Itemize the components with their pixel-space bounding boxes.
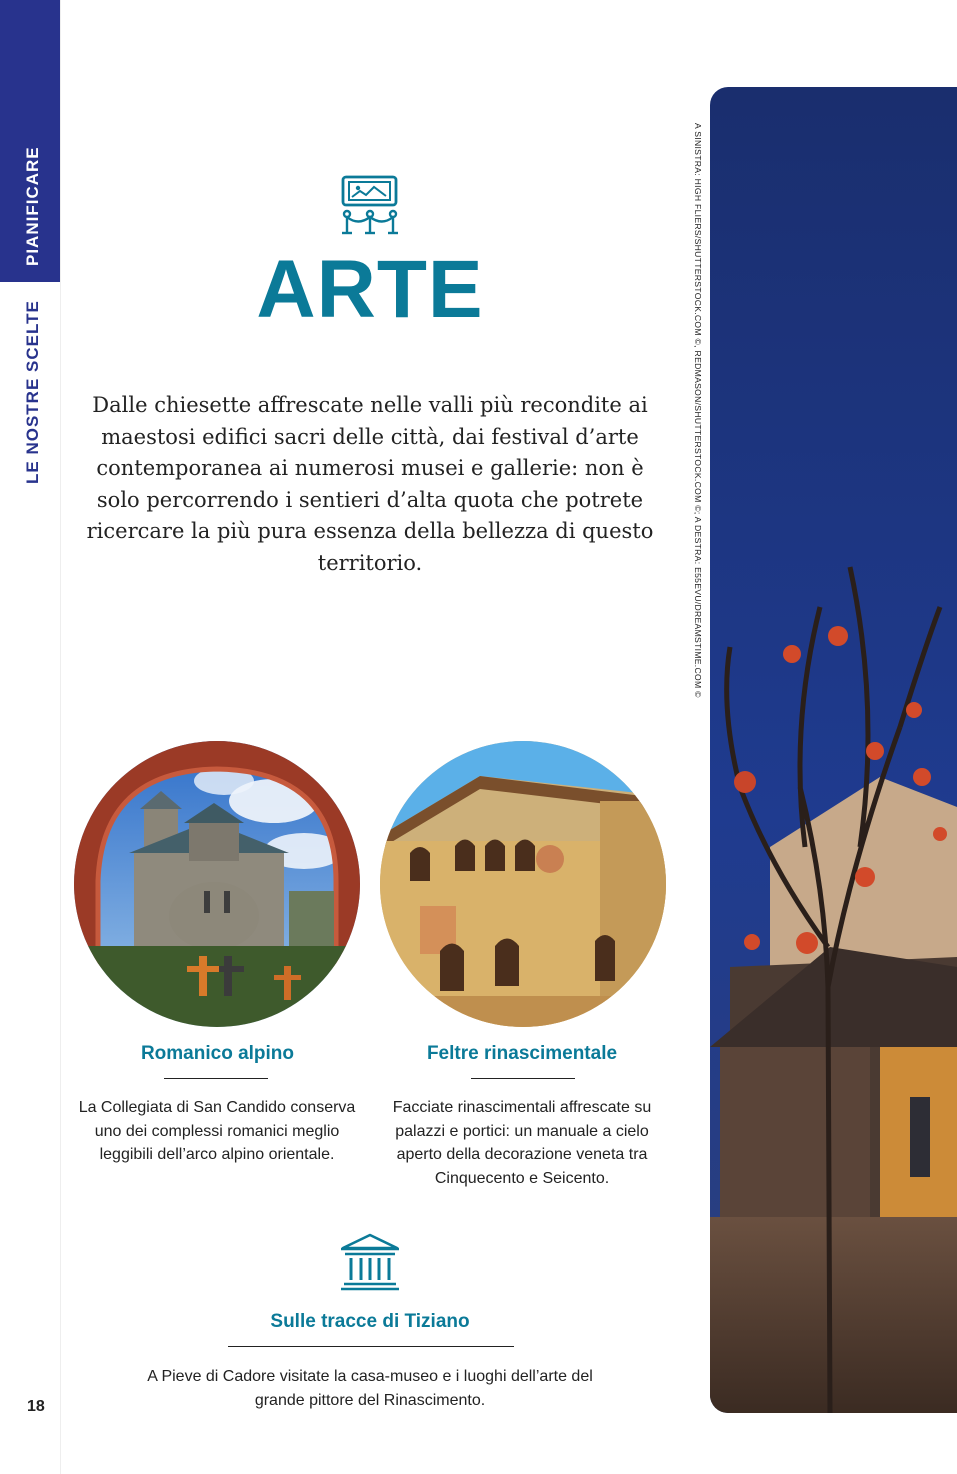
intro-paragraph: Dalle chiesette affrescate nelle valli più recondite ai maestosi edifici sacri delle città, dai festival d’arte contemporanea ai numerosi musei e gallerie: non è solo percorrendo i sentieri d’alta quota che potrete ricercare la più pura essenza della bellezza di questo territorio. — [86, 393, 654, 575]
photo-collegiata — [74, 741, 360, 1027]
photo-feltre — [380, 741, 666, 1027]
feature-divider-romanico — [164, 1078, 268, 1079]
tiziano-text: A Pieve di Cadore visitate la casa-museo e i luoghi dell’arte del grande pittore del Rinascimento. — [147, 1368, 593, 1409]
feature-text-feltre: Facciate rinascimentali affrescate su palazzi e portici: un manuale a cielo aperto della decorazione veneta tra Cinquecento e Seicento. — [392, 1099, 652, 1187]
tiziano-divider — [228, 1346, 514, 1347]
feature-title-feltre: Feltre rinascimentale — [426, 1043, 618, 1064]
feature-title-romanico: Romanico alpino — [140, 1043, 295, 1064]
photo-credit: A SINISTRA: HIGH FLIERS/SHUTTERSTOCK.COM ©, REDMASON/SHUTTERSTOCK.COM ©; A DESTRA: E55EVU/DREAMSTIME.COM © — [693, 123, 703, 698]
art-gallery-icon — [338, 174, 402, 236]
feature-divider-feltre — [471, 1078, 575, 1079]
feature-text-romanico: La Collegiata di San Candido conserva uno dei complessi romanici meglio leggibili dell’arco alpino orientale. — [78, 1099, 356, 1163]
section-tab-label: PIANIFICARE — [23, 146, 42, 266]
page-number: 18 — [27, 1398, 45, 1415]
section-label: LE NOSTRE SCELTE — [23, 300, 42, 484]
tiziano-title: Sulle tracce di Tiziano — [270, 1311, 470, 1332]
page-title: ARTE — [256, 244, 484, 335]
museum-icon — [339, 1232, 401, 1292]
photo-christmas-market — [710, 87, 957, 1413]
